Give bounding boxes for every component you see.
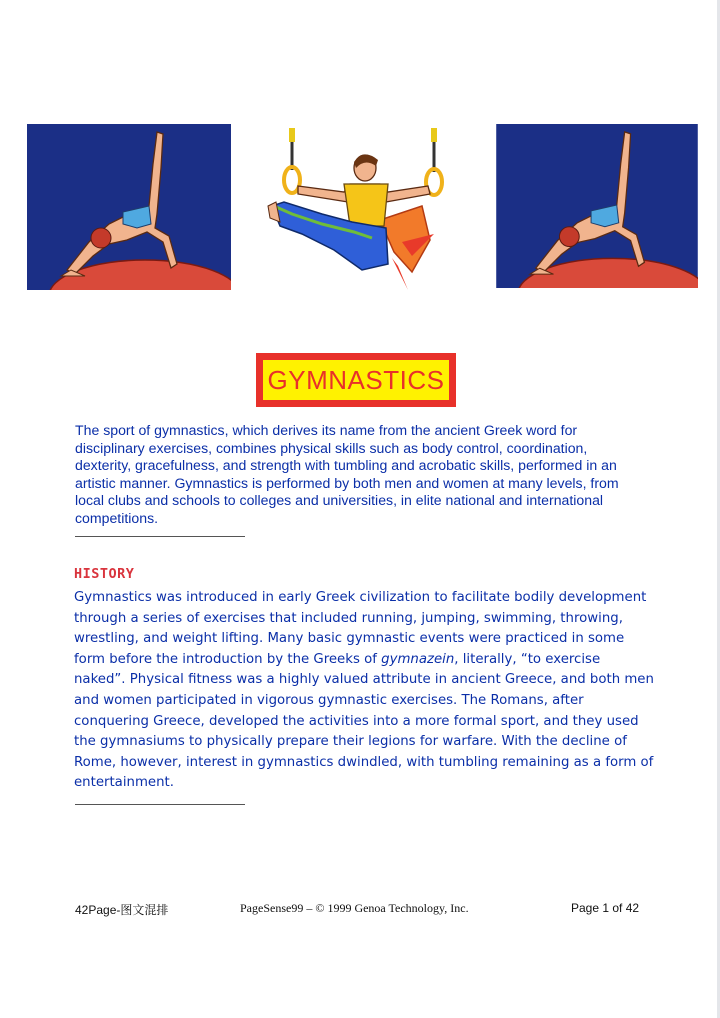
gymnast-rings-image	[262, 122, 450, 294]
gymnast-backbend-left-image	[27, 124, 231, 290]
history-text-part-2: , literally, “to exercise naked”. Physical fitness was a highly valued attribute in ancient Greece, and both men and women participated in vigorous gymnastic exercises. The Romans, after conquering Greece, developed the activities into a more formal sport, and they used the gymnasiums to physically prepare their legions for warfare. With the decline of Rome, however, interest in gymnastics dwindled, with tumbling remaining as a form of entertainment.	[74, 651, 654, 791]
history-heading: HISTORY	[74, 566, 135, 582]
history-text-part-1: Gymnastics was introduced in early Greek civilization to facilitate bodily development through a series of exercises that included running, jumping, swimming, throwing, wrestling, and weight lifting. Many basic gymnastic events were practiced in some form before the introduction by the Greeks of	[74, 590, 647, 667]
title-banner	[256, 353, 456, 407]
intro-paragraph: The sport of gymnastics, which derives its name from the ancient Greek word for disciplinary exercises, combines physical skills such as body control, coordination, dexterity, gracefulness, and strength with tumbling and acrobatic skills, performed in an artistic manner. Gymnastics is performed by both men and women at many levels, from local clubs and schools to colleges and universities, in elite national and international competitions.	[75, 422, 619, 526]
footer-left: 42Page-图文混排	[75, 903, 169, 917]
gymnast-backbend-right-image	[496, 124, 698, 288]
history-paragraph	[74, 588, 654, 794]
divider-rule-2	[75, 804, 245, 805]
page-title: GYMNASTICS	[267, 364, 445, 395]
title-banner-inner	[261, 358, 451, 402]
footer-center: PageSense99 – © 1999 Genoa Technology, Inc.	[240, 901, 469, 915]
footer-page-number: Page 1 of 42	[571, 901, 640, 915]
history-italic-term: gymnazein	[381, 651, 455, 667]
divider-rule-1	[75, 536, 245, 537]
